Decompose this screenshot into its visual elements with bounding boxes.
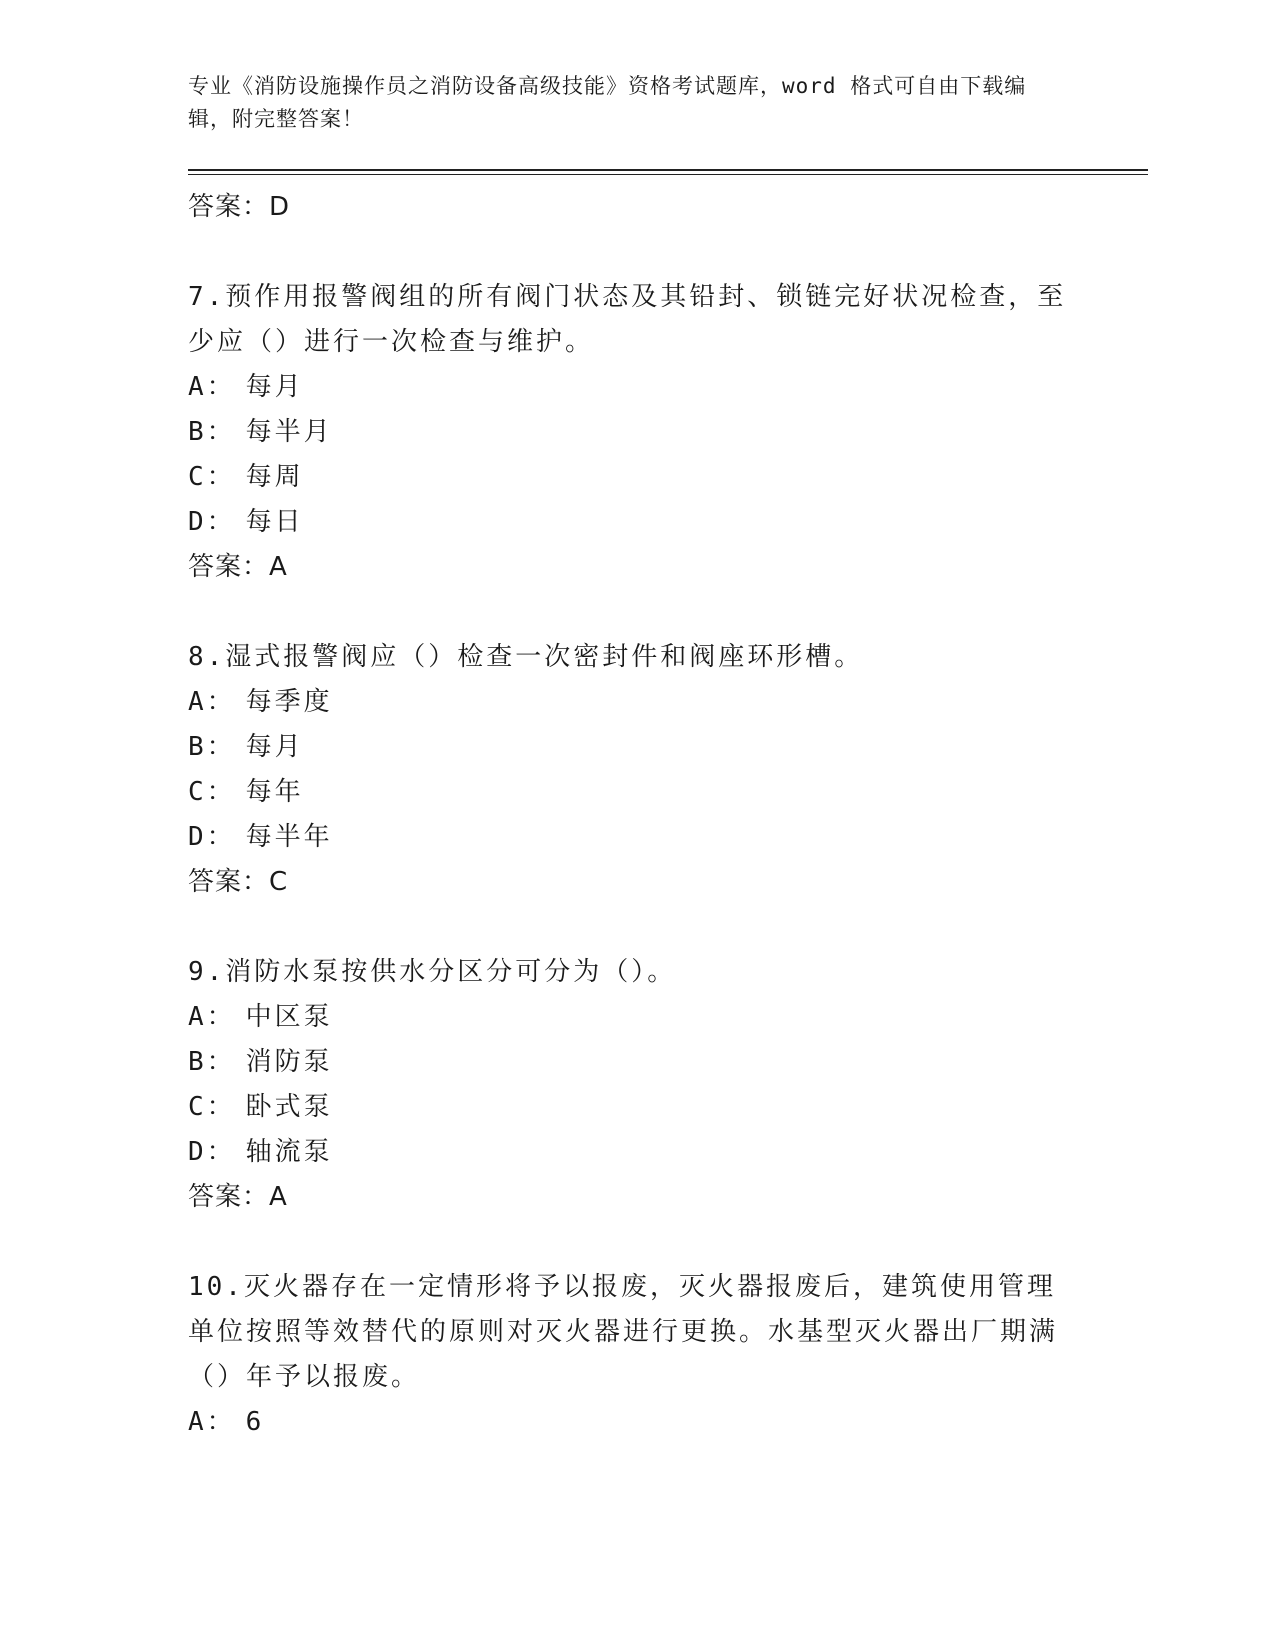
option-separator: ： xyxy=(206,1092,236,1122)
option-a xyxy=(188,1400,1148,1445)
option-text: 卧式泵 xyxy=(245,1092,333,1122)
option-d xyxy=(188,1130,1148,1175)
header-divider xyxy=(188,169,1148,175)
option-key: A xyxy=(188,1407,207,1437)
answer-line: 答案：A xyxy=(188,1182,288,1212)
answer-line: 答案：C xyxy=(188,867,289,897)
option-separator: ： xyxy=(206,687,236,717)
header-divider-thin xyxy=(188,174,1148,175)
option-separator: ： xyxy=(206,1137,236,1167)
document-page xyxy=(188,70,1148,1445)
header-divider-thick xyxy=(188,169,1148,171)
option-key: B xyxy=(188,732,207,762)
option-c xyxy=(188,1085,1148,1130)
option-a xyxy=(188,680,1148,725)
option-d xyxy=(188,815,1148,860)
option-key: B xyxy=(188,1047,207,1077)
option-key: D xyxy=(188,1137,207,1167)
option-text: 每日 xyxy=(245,507,304,537)
option-text: 每季度 xyxy=(245,687,333,717)
option-b xyxy=(188,1040,1148,1085)
question-text: 7.预作用报警阀组的所有阀门状态及其铅封、锁链完好状况检查，至少应（）进行一次检查与维护。 xyxy=(188,282,1067,357)
option-separator: ： xyxy=(206,372,236,402)
question-text: 9.消防水泵按供水分区分可分为（）。 xyxy=(188,957,677,987)
option-separator: ： xyxy=(206,417,236,447)
document-header: 专业《消防设施操作员之消防设备高级技能》资格考试题库，word 格式可自由下载编辑，附完整答案！ xyxy=(188,74,1027,131)
question-block xyxy=(188,1265,1148,1445)
option-key: C xyxy=(188,777,207,807)
option-text: 每月 xyxy=(245,372,304,402)
question-block xyxy=(188,950,1148,1220)
option-text: 每半月 xyxy=(245,417,333,447)
option-text: 6 xyxy=(245,1407,265,1437)
option-d xyxy=(188,500,1148,545)
option-b xyxy=(188,725,1148,770)
option-b xyxy=(188,410,1148,455)
option-key: D xyxy=(188,822,207,852)
question-text: 10.灭火器存在一定情形将予以报废，灭火器报废后，建筑使用管理单位按照等效替代的原则对灭火器进行更换。水基型灭火器出厂期满（）年予以报废。 xyxy=(188,1272,1059,1392)
option-separator: ： xyxy=(206,1407,236,1437)
option-text: 每月 xyxy=(245,732,304,762)
option-text: 中区泵 xyxy=(245,1002,333,1032)
option-text: 轴流泵 xyxy=(245,1137,333,1167)
option-separator: ： xyxy=(206,777,236,807)
option-text: 消防泵 xyxy=(245,1047,333,1077)
option-key: A xyxy=(188,687,207,717)
option-separator: ： xyxy=(206,462,236,492)
option-key: A xyxy=(188,372,207,402)
option-text: 每半年 xyxy=(245,822,333,852)
question-block xyxy=(188,275,1148,590)
option-text: 每年 xyxy=(245,777,304,807)
option-key: A xyxy=(188,1002,207,1032)
answer-line: 答案：D xyxy=(188,192,291,222)
option-separator: ： xyxy=(206,1002,236,1032)
question-text: 8.湿式报警阀应（）检查一次密封件和阀座环形槽。 xyxy=(188,642,864,672)
option-text: 每周 xyxy=(245,462,304,492)
option-key: D xyxy=(188,507,207,537)
option-separator: ： xyxy=(206,507,236,537)
option-key: B xyxy=(188,417,207,447)
option-c xyxy=(188,455,1148,500)
answer-line: 答案：A xyxy=(188,552,288,582)
option-a xyxy=(188,365,1148,410)
option-a xyxy=(188,995,1148,1040)
option-key: C xyxy=(188,1092,207,1122)
option-separator: ： xyxy=(206,822,236,852)
option-separator: ： xyxy=(206,1047,236,1077)
question-block xyxy=(188,635,1148,905)
option-key: C xyxy=(188,462,207,492)
option-c xyxy=(188,770,1148,815)
option-separator: ： xyxy=(206,732,236,762)
